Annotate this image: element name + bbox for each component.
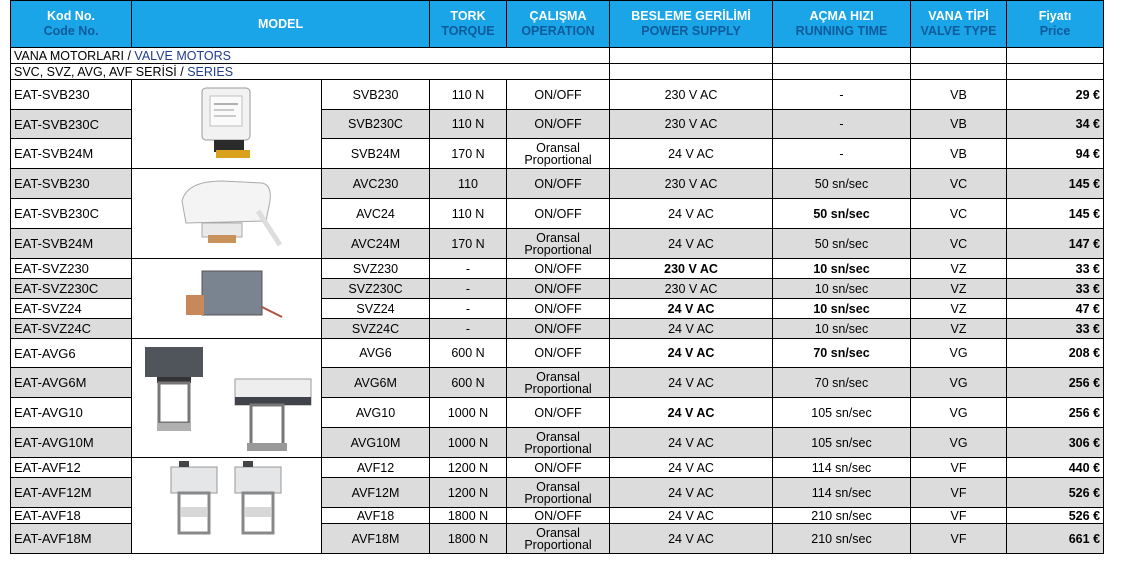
running-time-cell: 105 sn/sec	[773, 398, 911, 428]
power-cell: 24 V AC	[610, 428, 773, 458]
operation-cell	[507, 139, 610, 169]
running-time-cell: -	[773, 80, 911, 110]
header-power: BESLEME GERİLİMİ POWER SUPPLY	[610, 1, 773, 48]
power-cell: 24 V AC	[610, 478, 773, 508]
model-cell: AVC24M	[322, 229, 430, 259]
valve-type-cell: VC	[911, 199, 1007, 229]
code-cell: EAT-SVB24M	[11, 229, 132, 259]
code-cell: EAT-AVG6M	[11, 368, 132, 398]
table-row	[11, 339, 1104, 368]
operation-cell: ON/OFF	[507, 398, 610, 428]
price-cell: 256 €	[1007, 398, 1104, 428]
code-cell: EAT-SVB230	[11, 169, 132, 199]
power-cell: 24 V AC	[610, 524, 773, 554]
running-time-cell: 114 sn/sec	[773, 458, 911, 478]
running-time-cell: 50 sn/sec	[773, 169, 911, 199]
power-cell: 24 V AC	[610, 458, 773, 478]
running-time-cell: 50 sn/sec	[773, 229, 911, 259]
header-running: AÇMA HIZI RUNNING TIME	[773, 1, 911, 48]
power-cell: 24 V AC	[610, 229, 773, 259]
running-time-cell: 10 sn/sec	[773, 259, 911, 279]
avf-actuator-images	[135, 459, 320, 549]
operation-cell	[507, 368, 610, 398]
operation-cell: ON/OFF	[507, 80, 610, 110]
table-row	[11, 80, 1104, 110]
running-time-cell: -	[773, 139, 911, 169]
sheet-subtitle: SVC, SVZ, AVG, AVF SERİSİ / SERIES	[11, 64, 610, 80]
model-cell: SVZ230C	[322, 279, 430, 299]
code-cell: EAT-SVZ24	[11, 299, 132, 319]
running-time-cell: 10 sn/sec	[773, 299, 911, 319]
valve-type-cell: VZ	[911, 279, 1007, 299]
valve-type-cell: VB	[911, 139, 1007, 169]
running-time-cell: 70 sn/sec	[773, 368, 911, 398]
price-cell: 306 €	[1007, 428, 1104, 458]
operation-label: Oransal	[536, 429, 580, 444]
torque-cell: 170 N	[430, 139, 507, 169]
torque-cell: -	[430, 259, 507, 279]
operation-label-en: Proportional	[524, 537, 592, 552]
torque-cell: 600 N	[430, 339, 507, 368]
power-cell: 230 V AC	[610, 169, 773, 199]
price-cell: 94 €	[1007, 139, 1104, 169]
operation-cell	[507, 478, 610, 508]
model-cell: AVF12	[322, 458, 430, 478]
valve-type-cell: VC	[911, 229, 1007, 259]
price-cell: 256 €	[1007, 368, 1104, 398]
operation-cell: ON/OFF	[507, 508, 610, 524]
valve-type-cell: VF	[911, 458, 1007, 478]
power-cell: 230 V AC	[610, 110, 773, 139]
torque-cell: 1200 N	[430, 458, 507, 478]
operation-cell: ON/OFF	[507, 458, 610, 478]
valve-type-cell: VG	[911, 368, 1007, 398]
valve-type-cell: VG	[911, 428, 1007, 458]
operation-label: Oransal	[536, 369, 580, 384]
code-cell: EAT-SVB230	[11, 80, 132, 110]
valve-type-cell: VF	[911, 478, 1007, 508]
power-cell: 24 V AC	[610, 508, 773, 524]
valve-type-cell: VG	[911, 339, 1007, 368]
running-time-cell: 70 sn/sec	[773, 339, 911, 368]
model-cell: SVZ230	[322, 259, 430, 279]
code-cell: EAT-SVB230C	[11, 110, 132, 139]
price-cell: 526 €	[1007, 478, 1104, 508]
operation-label: Oransal	[536, 140, 580, 155]
model-cell: AVF18	[322, 508, 430, 524]
valve-type-cell: VF	[911, 508, 1007, 524]
table-row	[11, 169, 1104, 199]
header-valve-type: VANA TİPİ VALVE TYPE	[911, 1, 1007, 48]
operation-cell	[507, 229, 610, 259]
power-cell: 24 V AC	[610, 368, 773, 398]
code-cell: EAT-AVG10M	[11, 428, 132, 458]
torque-cell: 1800 N	[430, 508, 507, 524]
price-cell: 661 €	[1007, 524, 1104, 554]
valve-type-cell: VZ	[911, 259, 1007, 279]
code-cell: EAT-AVF18M	[11, 524, 132, 554]
price-cell: 147 €	[1007, 229, 1104, 259]
torque-cell: 1000 N	[430, 428, 507, 458]
code-cell: EAT-AVF18	[11, 508, 132, 524]
power-cell: 24 V AC	[610, 319, 773, 339]
valve-type-cell: VC	[911, 169, 1007, 199]
torque-cell: -	[430, 299, 507, 319]
svb-product-image-cell	[132, 80, 322, 169]
code-cell: EAT-AVG10	[11, 398, 132, 428]
model-cell: AVF18M	[322, 524, 430, 554]
operation-label: Oransal	[536, 230, 580, 245]
power-cell: 230 V AC	[610, 279, 773, 299]
power-cell: 230 V AC	[610, 80, 773, 110]
price-cell: 33 €	[1007, 259, 1104, 279]
price-cell: 145 €	[1007, 199, 1104, 229]
valve-type-cell: VG	[911, 398, 1007, 428]
price-cell: 440 €	[1007, 458, 1104, 478]
header-operation: ÇALIŞMA OPERATION	[507, 1, 610, 48]
avc-product-image-cell	[132, 169, 322, 259]
valve-type-cell: VZ	[911, 299, 1007, 319]
running-time-cell: 210 sn/sec	[773, 524, 911, 554]
operation-cell	[507, 428, 610, 458]
operation-label-en: Proportional	[524, 242, 592, 257]
torque-cell: 110 N	[430, 199, 507, 229]
price-cell: 208 €	[1007, 339, 1104, 368]
model-cell: SVZ24C	[322, 319, 430, 339]
header-code: Kod No. Code No.	[11, 1, 132, 48]
price-cell: 145 €	[1007, 169, 1104, 199]
price-cell: 34 €	[1007, 110, 1104, 139]
model-cell: AVF12M	[322, 478, 430, 508]
avg-product-image-cell	[132, 339, 322, 458]
code-cell: EAT-SVZ230C	[11, 279, 132, 299]
price-cell: 526 €	[1007, 508, 1104, 524]
power-cell: 24 V AC	[610, 199, 773, 229]
table-row	[11, 458, 1104, 478]
model-cell: AVG10M	[322, 428, 430, 458]
operation-cell: ON/OFF	[507, 110, 610, 139]
price-table	[10, 0, 1104, 554]
price-cell: 29 €	[1007, 80, 1104, 110]
operation-cell: ON/OFF	[507, 199, 610, 229]
operation-label: Oransal	[536, 525, 580, 540]
price-cell: 33 €	[1007, 279, 1104, 299]
price-cell: 33 €	[1007, 319, 1104, 339]
valve-type-cell: VZ	[911, 319, 1007, 339]
header-torque: TORK TORQUE	[430, 1, 507, 48]
operation-label: Oransal	[536, 479, 580, 494]
power-cell: 24 V AC	[610, 299, 773, 319]
running-time-cell: 50 sn/sec	[773, 199, 911, 229]
code-cell: EAT-SVZ24C	[11, 319, 132, 339]
valve-type-cell: VB	[911, 110, 1007, 139]
operation-cell	[507, 524, 610, 554]
avf-product-image-cell	[132, 458, 322, 554]
torque-cell: 110	[430, 169, 507, 199]
code-cell: EAT-AVF12	[11, 458, 132, 478]
operation-cell: ON/OFF	[507, 279, 610, 299]
operation-label-en: Proportional	[524, 491, 592, 506]
operation-cell: ON/OFF	[507, 259, 610, 279]
power-cell: 230 V AC	[610, 259, 773, 279]
running-time-cell: 10 sn/sec	[773, 319, 911, 339]
operation-cell: ON/OFF	[507, 299, 610, 319]
operation-cell: ON/OFF	[507, 319, 610, 339]
svb-actuator-image	[172, 82, 282, 164]
header-price: Fiyatı Price	[1007, 1, 1104, 48]
sheet-title: VANA MOTORLARI / VALVE MOTORS	[11, 48, 610, 64]
operation-label-en: Proportional	[524, 152, 592, 167]
valve-type-cell: VB	[911, 80, 1007, 110]
running-time-cell: 210 sn/sec	[773, 508, 911, 524]
torque-cell: 1000 N	[430, 398, 507, 428]
torque-cell: -	[430, 279, 507, 299]
running-time-cell: -	[773, 110, 911, 139]
model-cell: SVB230C	[322, 110, 430, 139]
operation-label-en: Proportional	[524, 441, 592, 456]
price-cell: 47 €	[1007, 299, 1104, 319]
torque-cell: 1200 N	[430, 478, 507, 508]
model-cell: SVB230	[322, 80, 430, 110]
valve-type-cell: VF	[911, 524, 1007, 554]
model-cell: AVC230	[322, 169, 430, 199]
running-time-cell: 114 sn/sec	[773, 478, 911, 508]
header-model: MODEL	[132, 1, 430, 48]
table-row	[11, 259, 1104, 279]
code-cell: EAT-SVZ230	[11, 259, 132, 279]
operation-label-en: Proportional	[524, 381, 592, 396]
code-cell: EAT-SVB230C	[11, 199, 132, 229]
model-cell: SVB24M	[322, 139, 430, 169]
model-cell: SVZ24	[322, 299, 430, 319]
model-cell: AVC24	[322, 199, 430, 229]
torque-cell: 170 N	[430, 229, 507, 259]
torque-cell: -	[430, 319, 507, 339]
model-cell: AVG6M	[322, 368, 430, 398]
torque-cell: 600 N	[430, 368, 507, 398]
power-cell: 24 V AC	[610, 339, 773, 368]
code-cell: EAT-AVF12M	[11, 478, 132, 508]
power-cell: 24 V AC	[610, 398, 773, 428]
operation-cell: ON/OFF	[507, 169, 610, 199]
running-time-cell: 10 sn/sec	[773, 279, 911, 299]
power-cell: 24 V AC	[610, 139, 773, 169]
torque-cell: 1800 N	[430, 524, 507, 554]
avc-actuator-image	[162, 171, 292, 253]
torque-cell: 110 N	[430, 80, 507, 110]
model-cell: AVG10	[322, 398, 430, 428]
svz-actuator-image	[162, 261, 292, 333]
model-cell: AVG6	[322, 339, 430, 368]
code-cell: EAT-SVB24M	[11, 139, 132, 169]
avg-actuator-images	[135, 339, 320, 454]
running-time-cell: 105 sn/sec	[773, 428, 911, 458]
torque-cell: 110 N	[430, 110, 507, 139]
operation-cell: ON/OFF	[507, 339, 610, 368]
code-cell: EAT-AVG6	[11, 339, 132, 368]
svz-product-image-cell	[132, 259, 322, 339]
